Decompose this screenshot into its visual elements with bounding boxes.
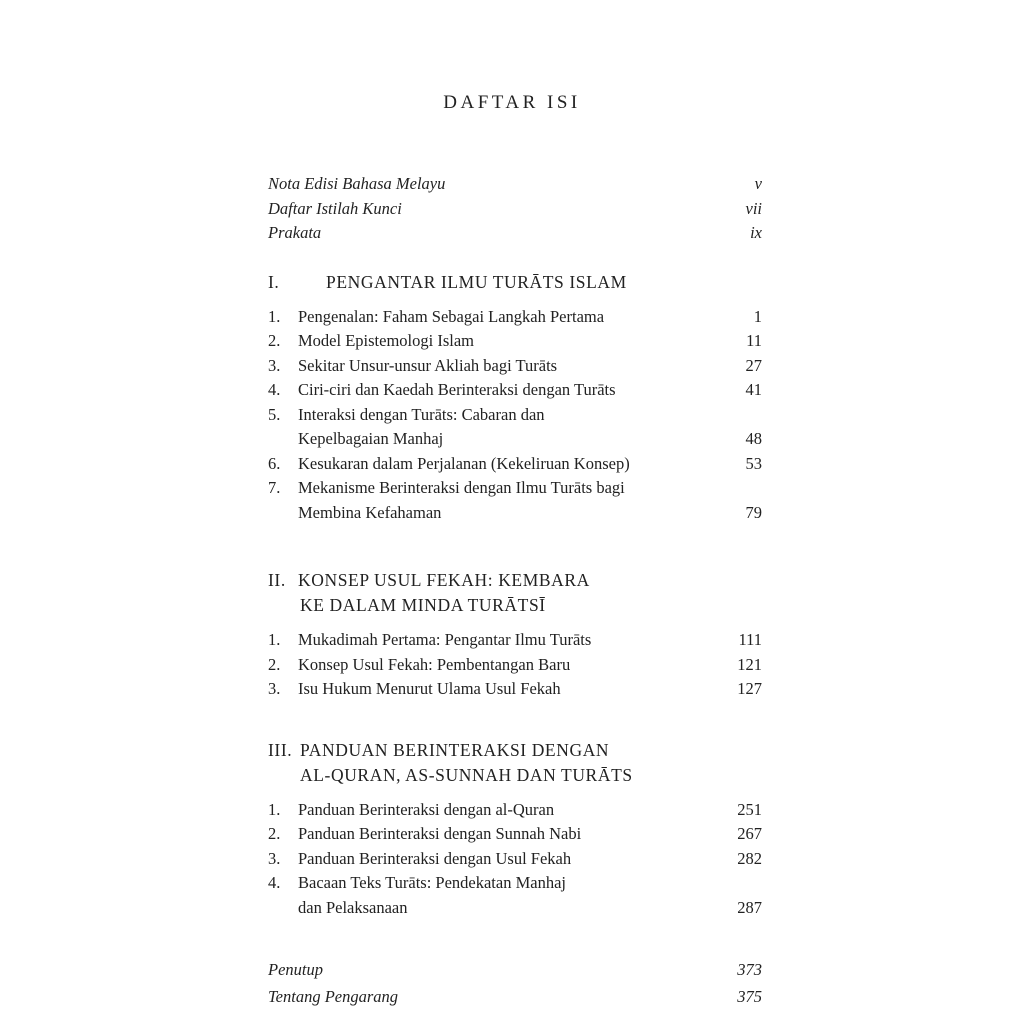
chapter-entry[interactable] [268,476,762,500]
chapter-title: Bacaan Teks Turāts: Pendekatan Manhaj [298,873,566,892]
chapter-title: Kepelbagaian Manhaj [298,429,444,448]
part-title: PANDUAN BERINTERAKSI DENGAN [300,739,610,760]
chapter-number: 1. [268,630,281,649]
chapter-entry[interactable] [268,403,762,427]
page-number: ix [750,223,762,242]
chapter-title: Mekanisme Berinteraksi dengan Ilmu Turāts bagi [298,478,625,497]
chapter-title: Ciri-ciri dan Kaedah Berinteraksi dengan Turāts [298,380,616,399]
front-matter-entry[interactable] [268,197,762,221]
part-title: KE DALAM MINDA TURĀTSĪ [300,595,546,615]
chapter-title: Membina Kefahaman [298,502,442,522]
chapter-number: 3. [268,679,281,698]
chapter-title: Panduan Berinteraksi dengan Usul Fekah [298,848,572,868]
chapter-title: dan Pelaksanaan [298,897,408,917]
page-number: 375 [737,987,762,1006]
chapter-title: Pengenalan: Faham Sebagai Langkah Pertama [298,306,605,326]
chapter-number: 4. [268,380,281,399]
entry-title: Daftar Istilah Kunci [268,198,402,218]
chapter-entry [268,896,762,920]
chapter-title: Konsep Usul Fekah: Pembentangan Baru [298,654,571,674]
chapter-number: 6. [268,453,281,473]
front-matter-entry[interactable] [268,172,762,196]
chapter-entry[interactable] [268,452,762,476]
page-number: 373 [737,960,762,979]
chapter-number: 1. [268,799,281,819]
page-number: 1 [753,306,762,326]
chapter-number: 2. [268,331,281,350]
entry-title: Tentang Pengarang [268,987,399,1006]
entry-title: Penutup [268,960,323,979]
page-number: 11 [746,331,762,350]
chapter-number: 4. [268,873,281,892]
chapter-title: Panduan Berinteraksi dengan al-Quran [298,799,555,819]
chapter-title: Model Epistemologi Islam [298,331,474,350]
page-number: 79 [745,502,762,522]
chapter-entry[interactable] [268,653,762,677]
chapter-number: 3. [268,355,281,375]
chapter-entry[interactable] [268,677,762,701]
back-matter-entry[interactable] [268,958,762,982]
back-matter-entry[interactable] [268,985,762,1009]
page-number: 111 [738,630,762,649]
chapter-number: 1. [268,306,281,326]
page-number: 48 [745,429,762,448]
part-numeral: I. [268,271,280,292]
page-number: 127 [737,679,762,698]
page-number: 287 [737,897,762,917]
page-number: vii [745,198,762,218]
part-numeral: III. [268,739,293,760]
chapter-title: Mukadimah Pertama: Pengantar Ilmu Turāts [298,630,592,649]
chapter-number: 5. [268,404,281,424]
page-number: 27 [745,355,762,375]
page-number: 267 [737,824,762,843]
chapter-entry[interactable] [268,798,762,822]
page-number: 41 [745,380,762,399]
entry-title: Prakata [268,223,322,242]
page-number: 121 [737,654,762,674]
entry-title: Nota Edisi Bahasa Melayu [268,174,446,193]
chapter-entry[interactable] [268,847,762,871]
chapter-title: Panduan Berinteraksi dengan Sunnah Nabi [298,824,582,843]
chapter-entry[interactable] [268,871,762,895]
chapter-title: Sekitar Unsur-unsur Akliah bagi Turāts [298,355,558,375]
chapter-number: 2. [268,824,281,843]
chapter-number: 2. [268,654,281,674]
page-number: 53 [745,453,762,473]
chapter-entry[interactable] [268,378,762,402]
part-heading[interactable] [268,568,762,618]
chapter-entry[interactable] [268,822,762,846]
part-title: AL-QURAN, AS-SUNNAH DAN TURĀTS [300,764,633,785]
page-title: DAFTAR ISI [443,92,581,113]
part-numeral: II. [268,570,286,590]
part-title: PENGANTAR ILMU TURĀTS ISLAM [326,271,627,292]
chapter-entry[interactable] [268,305,762,329]
chapter-entry[interactable] [268,329,762,353]
chapter-title: Interaksi dengan Turāts: Cabaran dan [298,404,545,424]
part-heading[interactable] [268,270,762,295]
chapter-entry [268,501,762,525]
chapter-title: Isu Hukum Menurut Ulama Usul Fekah [298,679,561,698]
page-number: v [754,174,762,193]
page-number: 282 [737,848,762,868]
chapter-number: 3. [268,848,281,868]
chapter-number: 7. [268,478,281,497]
page-number: 251 [737,799,762,819]
chapter-title: Kesukaran dalam Perjalanan (Kekeliruan Konsep) [298,453,630,473]
part-title: KONSEP USUL FEKAH: KEMBARA [298,570,590,590]
part-heading[interactable] [268,738,762,788]
front-matter-entry[interactable] [268,221,762,245]
chapter-entry[interactable] [268,354,762,378]
chapter-entry[interactable] [268,628,762,652]
chapter-entry [268,427,762,451]
